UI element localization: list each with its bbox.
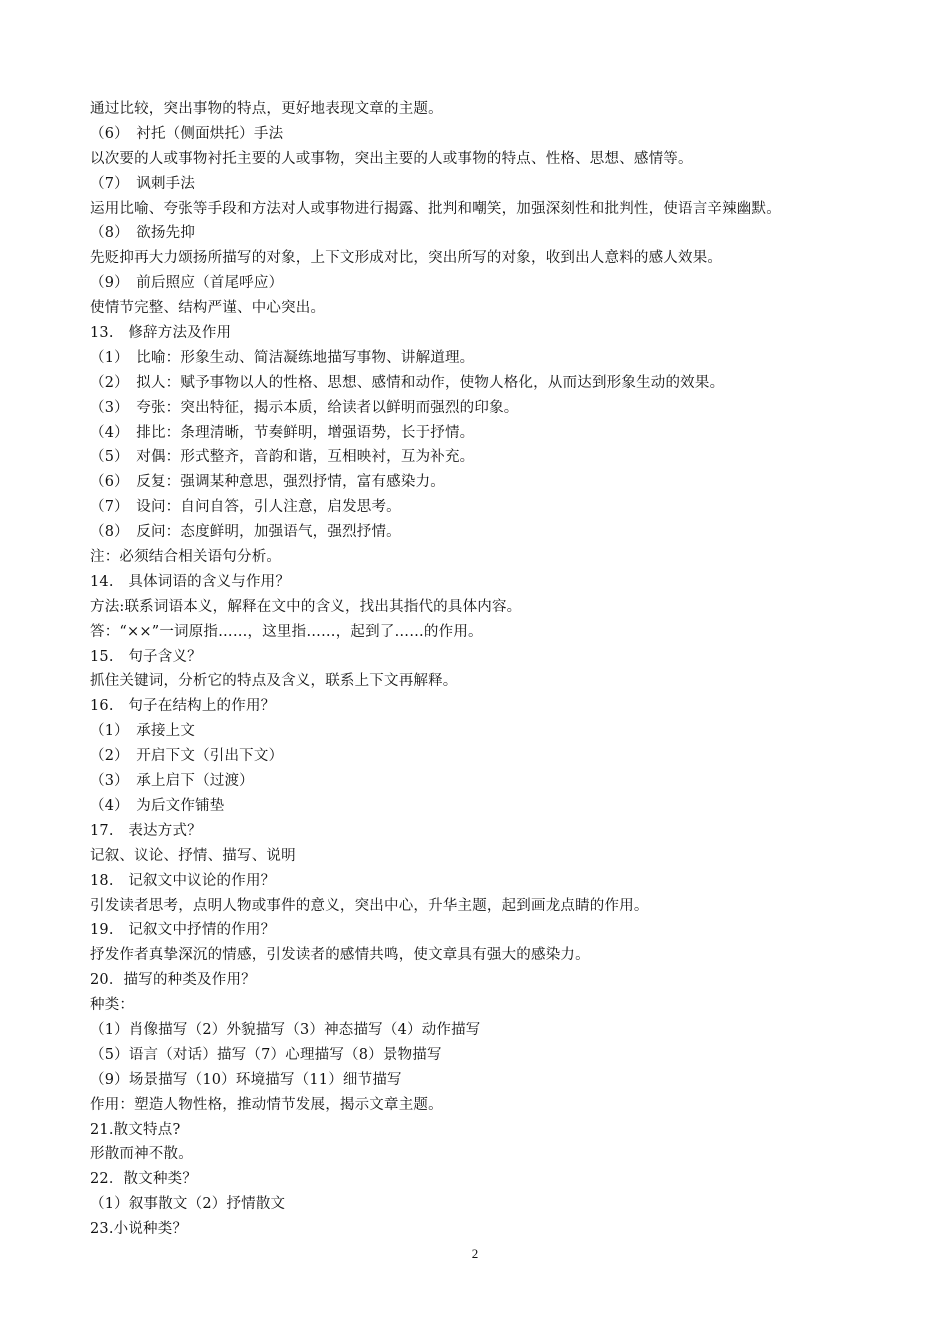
section-heading: 14. 具体词语的含义与作用？ (90, 573, 291, 590)
section-heading: 17. 表达方式？ (90, 822, 202, 839)
section-heading: 16. 句子在结构上的作用？ (90, 698, 276, 715)
section-heading: 23.小说种类？ (90, 1221, 188, 1238)
text-line: 以次要的人或事物衬托主要的人或事物，突出主要的人或事物的特点、性格、思想、感情等。 (90, 150, 693, 167)
text-line: 抓住关键词，分析它的特点及含义，联系上下文再解释。 (90, 673, 458, 690)
text-line: （6） 衬托（侧面烘托）手法 (90, 125, 284, 142)
text-line: （4） 为后文作铺垫 (90, 797, 225, 814)
text-line: 方法:联系词语本义，解释在文中的含义，找出其指代的具体内容。 (90, 598, 522, 615)
text-line: （8） 反问：态度鲜明，加强语气，强烈抒情。 (90, 524, 401, 541)
text-line: （3） 承上启下（过渡） (90, 773, 254, 790)
text-line: （4） 排比：条理清晰，节奏鲜明，增强语势，长于抒情。 (90, 424, 475, 441)
text-line: （7） 设问：自问自答，引人注意，启发思考。 (90, 499, 401, 516)
document-body (90, 97, 880, 1242)
section-heading: 21.散文特点? (90, 1121, 181, 1138)
text-line: （1） 比喻：形象生动、简洁凝练地描写事物、讲解道理。 (90, 349, 475, 366)
text-line: （2） 开启下文（引出下文） (90, 748, 284, 765)
text-line: 运用比喻、夸张等手段和方法对人或事物进行揭露、批判和嘲笑，加强深刻性和批判性，使语言辛辣幽默。 (90, 200, 781, 217)
text-line: （1）叙事散文（2）抒情散文 (90, 1196, 286, 1213)
section-heading: 13. 修辞方法及作用 (90, 325, 232, 342)
text-line: 先贬抑再大力颂扬所描写的对象，上下文形成对比，突出所写的对象，收到出人意料的感人效果。 (90, 250, 723, 267)
text-line: 抒发作者真挚深沉的情感，引发读者的感情共鸣，使文章具有强大的感染力。 (90, 947, 590, 964)
text-line: （6） 反复：强调某种意思，强烈抒情，富有感染力。 (90, 474, 445, 491)
text-line: 答：“××”一词原指……，这里指……，起到了……的作用。 (90, 623, 483, 640)
text-line: 通过比较，突出事物的特点，更好地表现文章的主题。 (90, 101, 443, 117)
text-line: 形散而神不散。 (90, 1146, 193, 1163)
section-heading: 22．散文种类？ (90, 1171, 198, 1188)
text-line: 记叙、议论、抒情、描写、说明 (90, 847, 296, 864)
text-line: 注：必须结合相关语句分析。 (90, 549, 282, 566)
text-line: （5）语言（对话）描写（7）心理描写（8）景物描写 (90, 1046, 442, 1063)
text-line: 使情节完整、结构严谨、中心突出。 (90, 300, 326, 317)
text-line: （7） 讽刺手法 (90, 175, 196, 192)
text-line: 引发读者思考，点明人物或事件的意义，突出中心，升华主题，起到画龙点睛的作用。 (90, 897, 649, 914)
section-heading: 19. 记叙文中抒情的作用？ (90, 922, 276, 939)
page-number: 2 (471, 1246, 479, 1261)
text-line: （8） 欲扬先抑 (90, 225, 196, 242)
text-line: 种类： (90, 997, 135, 1014)
text-line: （1） 承接上文 (90, 723, 196, 740)
text-line: （9） 前后照应（首尾呼应） (90, 275, 284, 292)
text-line: （1）肖像描写（2）外貌描写（3）神态描写（4）动作描写 (90, 1021, 481, 1038)
text-line: （3） 夸张：突出特征，揭示本质，给读者以鲜明而强烈的印象。 (90, 399, 519, 416)
text-line: （9）场景描写（10）环境描写（11）细节描写 (90, 1071, 402, 1088)
section-heading: 15. 句子含义？ (90, 648, 202, 665)
section-heading: 18. 记叙文中议论的作用？ (90, 872, 276, 889)
section-heading: 20．描写的种类及作用？ (90, 972, 256, 989)
text-line: （2） 拟人：赋予事物以人的性格、思想、感情和动作，使物人格化，从而达到形象生动的效果。 (90, 374, 725, 391)
text-line: 作用：塑造人物性格，推动情节发展，揭示文章主题。 (90, 1096, 443, 1113)
text-line: （5） 对偶：形式整齐，音韵和谐，互相映衬，互为补充。 (90, 449, 475, 466)
